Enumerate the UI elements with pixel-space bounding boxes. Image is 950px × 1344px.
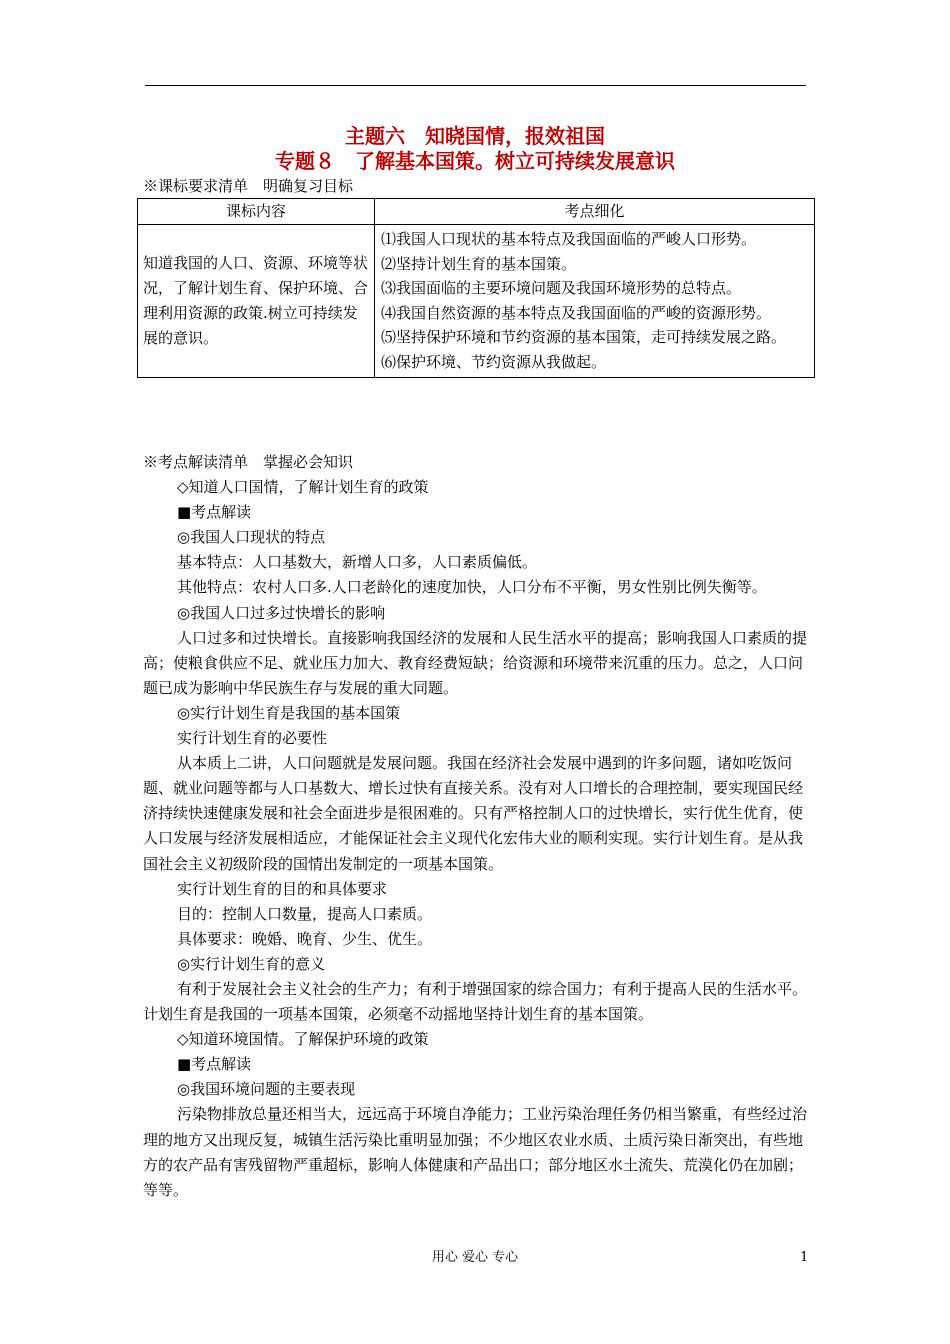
curriculum-content-cell: 知道我国的人口、资源、环境等状况，了解计划生育、保护环境、合理利用资源的政策.树立可持续发展的意识。 [138,225,375,378]
point-heading: ◎实行计划生育是我国的基本国策 [177,703,401,722]
page-number: 1 [800,1250,809,1265]
point-heading: ◎我国人口现状的特点 [177,528,326,547]
table-row [138,225,815,378]
exam-point-item: ⑹保护环境、节约资源从我做起。 [381,352,607,371]
paragraph: 实行计划生育的目的和具体要求 [177,879,388,898]
body-text [143,450,808,1203]
exam-point-item: ⑶我国面临的主要环境问题及我国环境形势的总特点。 [381,279,742,298]
exam-point-item: ⑸坚持保护环境和节约资源的基本国策，走可持续发展之路。 [381,328,787,347]
paragraph: 人口过多和过快增长。直接影响我国经济的发展和人民生活水平的提高；影响我国人口素质的提高；使粮食供应不足、就业压力加大、教育经费短缺；给资源和环境带来沉重的压力。总之，人口问题已成为影响中华民族生存与发展的重大同题。 [143,628,808,697]
header-rule [145,85,806,86]
point-heading: ◎我国人口过多过快增长的影响 [177,603,386,622]
header-exam-points: 考点细化 [375,199,815,225]
exam-point-item: ⑵坚持计划生育的基本国策。 [381,254,577,273]
paragraph: 实行计划生育的必要性 [177,729,328,748]
paragraph: 污染物排放总量还相当大，远远高于环境自净能力；工业污染治理任务仍相当繁重，有些经过治理的地方又出现反复，城镇生活污染比重明显加强；不少地区农业水质、土质污染日渐突出，有些地方的农产品有害残留物严重超标，影响人体健康和产品出口；部分地区水土流失、荒漠化仍在加剧；等等。 [143,1105,808,1199]
table-header-row [138,199,815,225]
requirements-heading: ※课标要求清单 明确复习目标 [143,177,354,195]
exam-points-cell [375,225,815,378]
requirements-table [137,198,815,378]
point-heading: ◎我国环境问题的主要表现 [177,1080,356,1099]
paragraph: 有利于发展社会主义社会的生产力；有利于增强国家的综合国力；有利于提高人民的生活水平。计划生育是我国的一项基本国策，必须毫不动摇地坚持计划生育的基本国策。 [143,979,808,1024]
topic-title: 专题８ 了解基本国策。树立可持续发展意识 [275,149,675,173]
paragraph: 基本特点：人口基数大，新增人口多，人口素质偏低。 [177,553,538,572]
subsection-heading: ◇知道环境国情。了解保护环境的政策 [177,1030,429,1049]
paragraph: 目的：控制人口数量，提高人口素质。 [177,904,433,923]
footer-text: 用心 爱心 专心 [431,1250,519,1265]
paragraph: 从本质上二讲，人口问题就是发展问题。我国在经济社会发展中遇到的许多问题，诸如吃饭问题、就业问题等都与人口基数大、增长过快有直接关系。没有对人口增长的合理控制，要实现国民经济持续快速健康发展和社会全面进步是很困难的。只有严格控制人口的过快增长，实行优生优育，使人口发展与经济发展相适应，才能保证社会主义现代化宏伟大业的顺利实现。实行计划生育。是从我国社会主义初级阶段的国情出发制定的一项基本国策。 [143,754,804,873]
point-heading: ◎实行计划生育的意义 [177,954,326,973]
paragraph: 其他特点：农村人口多.人口老龄化的速度加快，人口分布不平衡，男女性别比例失衡等。 [177,578,767,597]
point-label: ■考点解读 [177,503,252,522]
exam-point-item: ⑷我国自然资源的基本特点及我国面临的严峻的资源形势。 [381,303,772,322]
section-heading: ※考点解读清单 掌握必会知识 [143,453,354,471]
subsection-heading: ◇知道人口国情，了解计划生育的政策 [177,478,429,497]
theme-title: 主题六 知晓国情，报效祖国 [345,124,605,148]
exam-point-item: ⑴我国人口现状的基本特点及我国面临的严峻人口形势。 [381,230,757,248]
header-curriculum-content: 课标内容 [138,199,375,225]
point-label: ■考点解读 [177,1055,252,1074]
paragraph: 具体要求：晚婚、晚育、少生、优生。 [177,929,433,948]
